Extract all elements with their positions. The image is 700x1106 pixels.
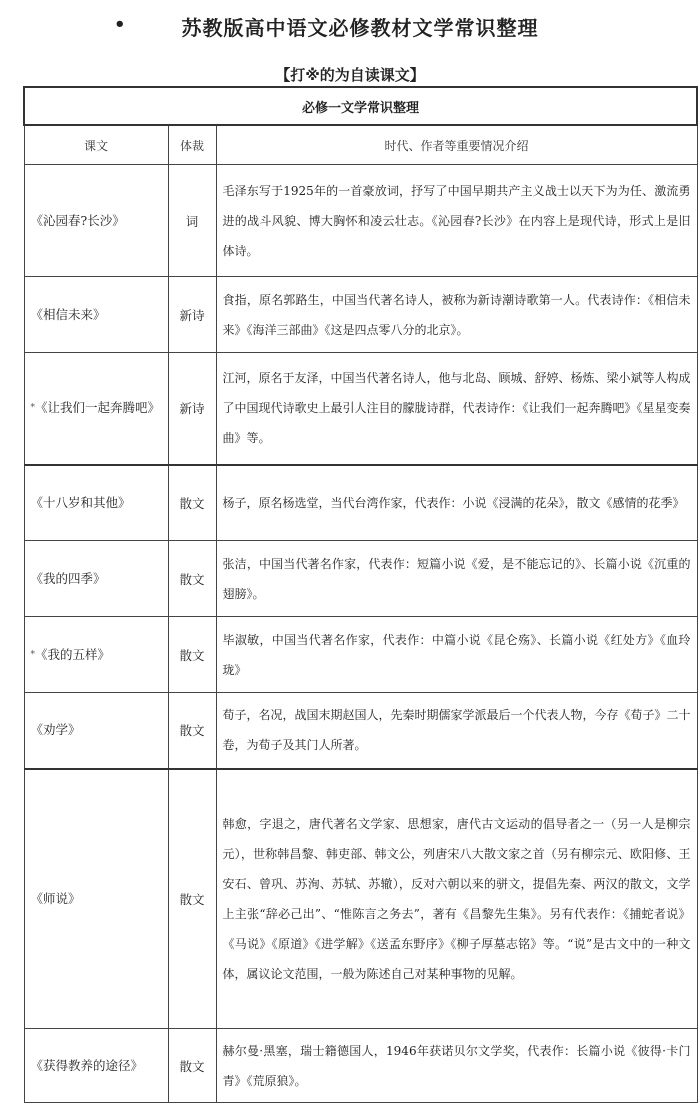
intro-cell: 毕淑敏，中国当代著名作家，代表作：中篇小说《昆仑殇》、长篇小说《红处方》《血玲珑》: [216, 617, 697, 693]
header-genre: 体裁: [168, 125, 216, 165]
genre-cell: 散文: [168, 541, 216, 617]
genre-cell: 散文: [168, 465, 216, 541]
intro-cell: 赫尔曼·黑塞，瑞士籍德国人，1946年获诺贝尔文学奖，代表作：长篇小说《彼得·卡门青》《荒原狼》。: [216, 1029, 697, 1103]
intro-cell: 荀子，名况，战国末期赵国人，先秦时期儒家学派最后一个代表人物，今存《荀子》二十卷，为荀子及其门人所著。: [216, 693, 697, 769]
literature-table: [23, 86, 698, 1103]
document-title: 苏教版高中语文必修教材文学常识整理: [181, 16, 539, 40]
work-cell: [24, 165, 168, 277]
work-title: 《沁园春?长沙》: [30, 212, 125, 228]
intro-cell: 毛泽东写于1925年的一首豪放词，抒写了中国早期共产主义战士以天下为为任、激流勇进的战斗风貌、博大胸怀和凌云壮志。《沁园春?长沙》在内容上是现代诗，形式上是旧体诗。: [216, 165, 697, 277]
intro-cell: 韩愈，字退之，唐代著名文学家、思想家，唐代古文运动的倡导者之一（另一人是柳宗元），世称韩昌黎、韩吏部、韩文公，列唐宋八大散文家之首（另有柳宗元、欧阳修、王安石、曾巩、苏洵、苏轼、苏辙），反对六朝以来的骈文，提倡先秦、两汉的散文，文学上主张“辞必己出”、“惟陈言之务去”，著有《昌黎先生集》。另有代表作：《捕蛇者说》《马说》《原道》《进学解》《送孟东野序》《柳子厚墓志铭》等。“说”是古文中的一种文体，属议论文范围，一般为陈述自己对某种事物的见解。: [216, 769, 697, 1029]
self-study-star: *: [30, 403, 35, 414]
self-study-star: *: [30, 649, 35, 660]
work-cell: [24, 1029, 168, 1103]
intro-cell: 江河，原名于友泽，中国当代著名诗人，他与北岛、顾城、舒婷、杨炼、梁小斌等人构成了中国现代诗歌史上最引人注目的朦胧诗群，代表诗作：《让我们一起奔腾吧》《星星变奏曲》等。: [216, 353, 697, 465]
self-study-note: 【打※的为自读课文】: [275, 66, 425, 84]
work-title: 《获得教养的途径》: [30, 1057, 144, 1073]
genre-cell: 散文: [168, 617, 216, 693]
genre-cell: 散文: [168, 769, 216, 1029]
header-work: 课文: [24, 125, 168, 165]
intro-cell: 张洁，中国当代著名作家，代表作：短篇小说《爱，是不能忘记的》、长篇小说《沉重的翅膀》。: [216, 541, 697, 617]
work-cell: [24, 465, 168, 541]
work-cell: [24, 769, 168, 1029]
work-title: 《相信未来》: [30, 306, 106, 322]
intro-cell: 食指，原名郭路生，中国当代著名诗人，被称为新诗潮诗歌第一人。代表诗作：《相信未来》《海洋三部曲》《这是四点零八分的北京》。: [216, 277, 697, 353]
header-intro: 时代、作者等重要情况介绍: [216, 125, 697, 165]
work-title: 《我的四季》: [30, 570, 106, 586]
work-title: 《让我们一起奔腾吧》: [35, 400, 161, 416]
intro-cell: 杨子，原名杨选堂，当代台湾作家，代表作：小说《浸满的花朵》，散文《感情的花季》: [216, 465, 697, 541]
genre-cell: 散文: [168, 693, 216, 769]
work-title: 《我的五样》: [35, 646, 111, 662]
work-cell: [24, 353, 168, 465]
work-cell: [24, 541, 168, 617]
genre-cell: 散文: [168, 1029, 216, 1103]
genre-cell: 新诗: [168, 277, 216, 353]
genre-cell: 新诗: [168, 353, 216, 465]
bullet-mark: •: [114, 14, 126, 35]
work-title: 《十八岁和其他》: [30, 494, 131, 510]
work-title: 《劝学》: [30, 722, 81, 738]
work-cell: [24, 617, 168, 693]
work-title: 《师说》: [30, 890, 81, 906]
genre-cell: 词: [168, 165, 216, 277]
table-title: 必修一文学常识整理: [24, 87, 697, 125]
work-cell: [24, 277, 168, 353]
work-cell: [24, 693, 168, 769]
